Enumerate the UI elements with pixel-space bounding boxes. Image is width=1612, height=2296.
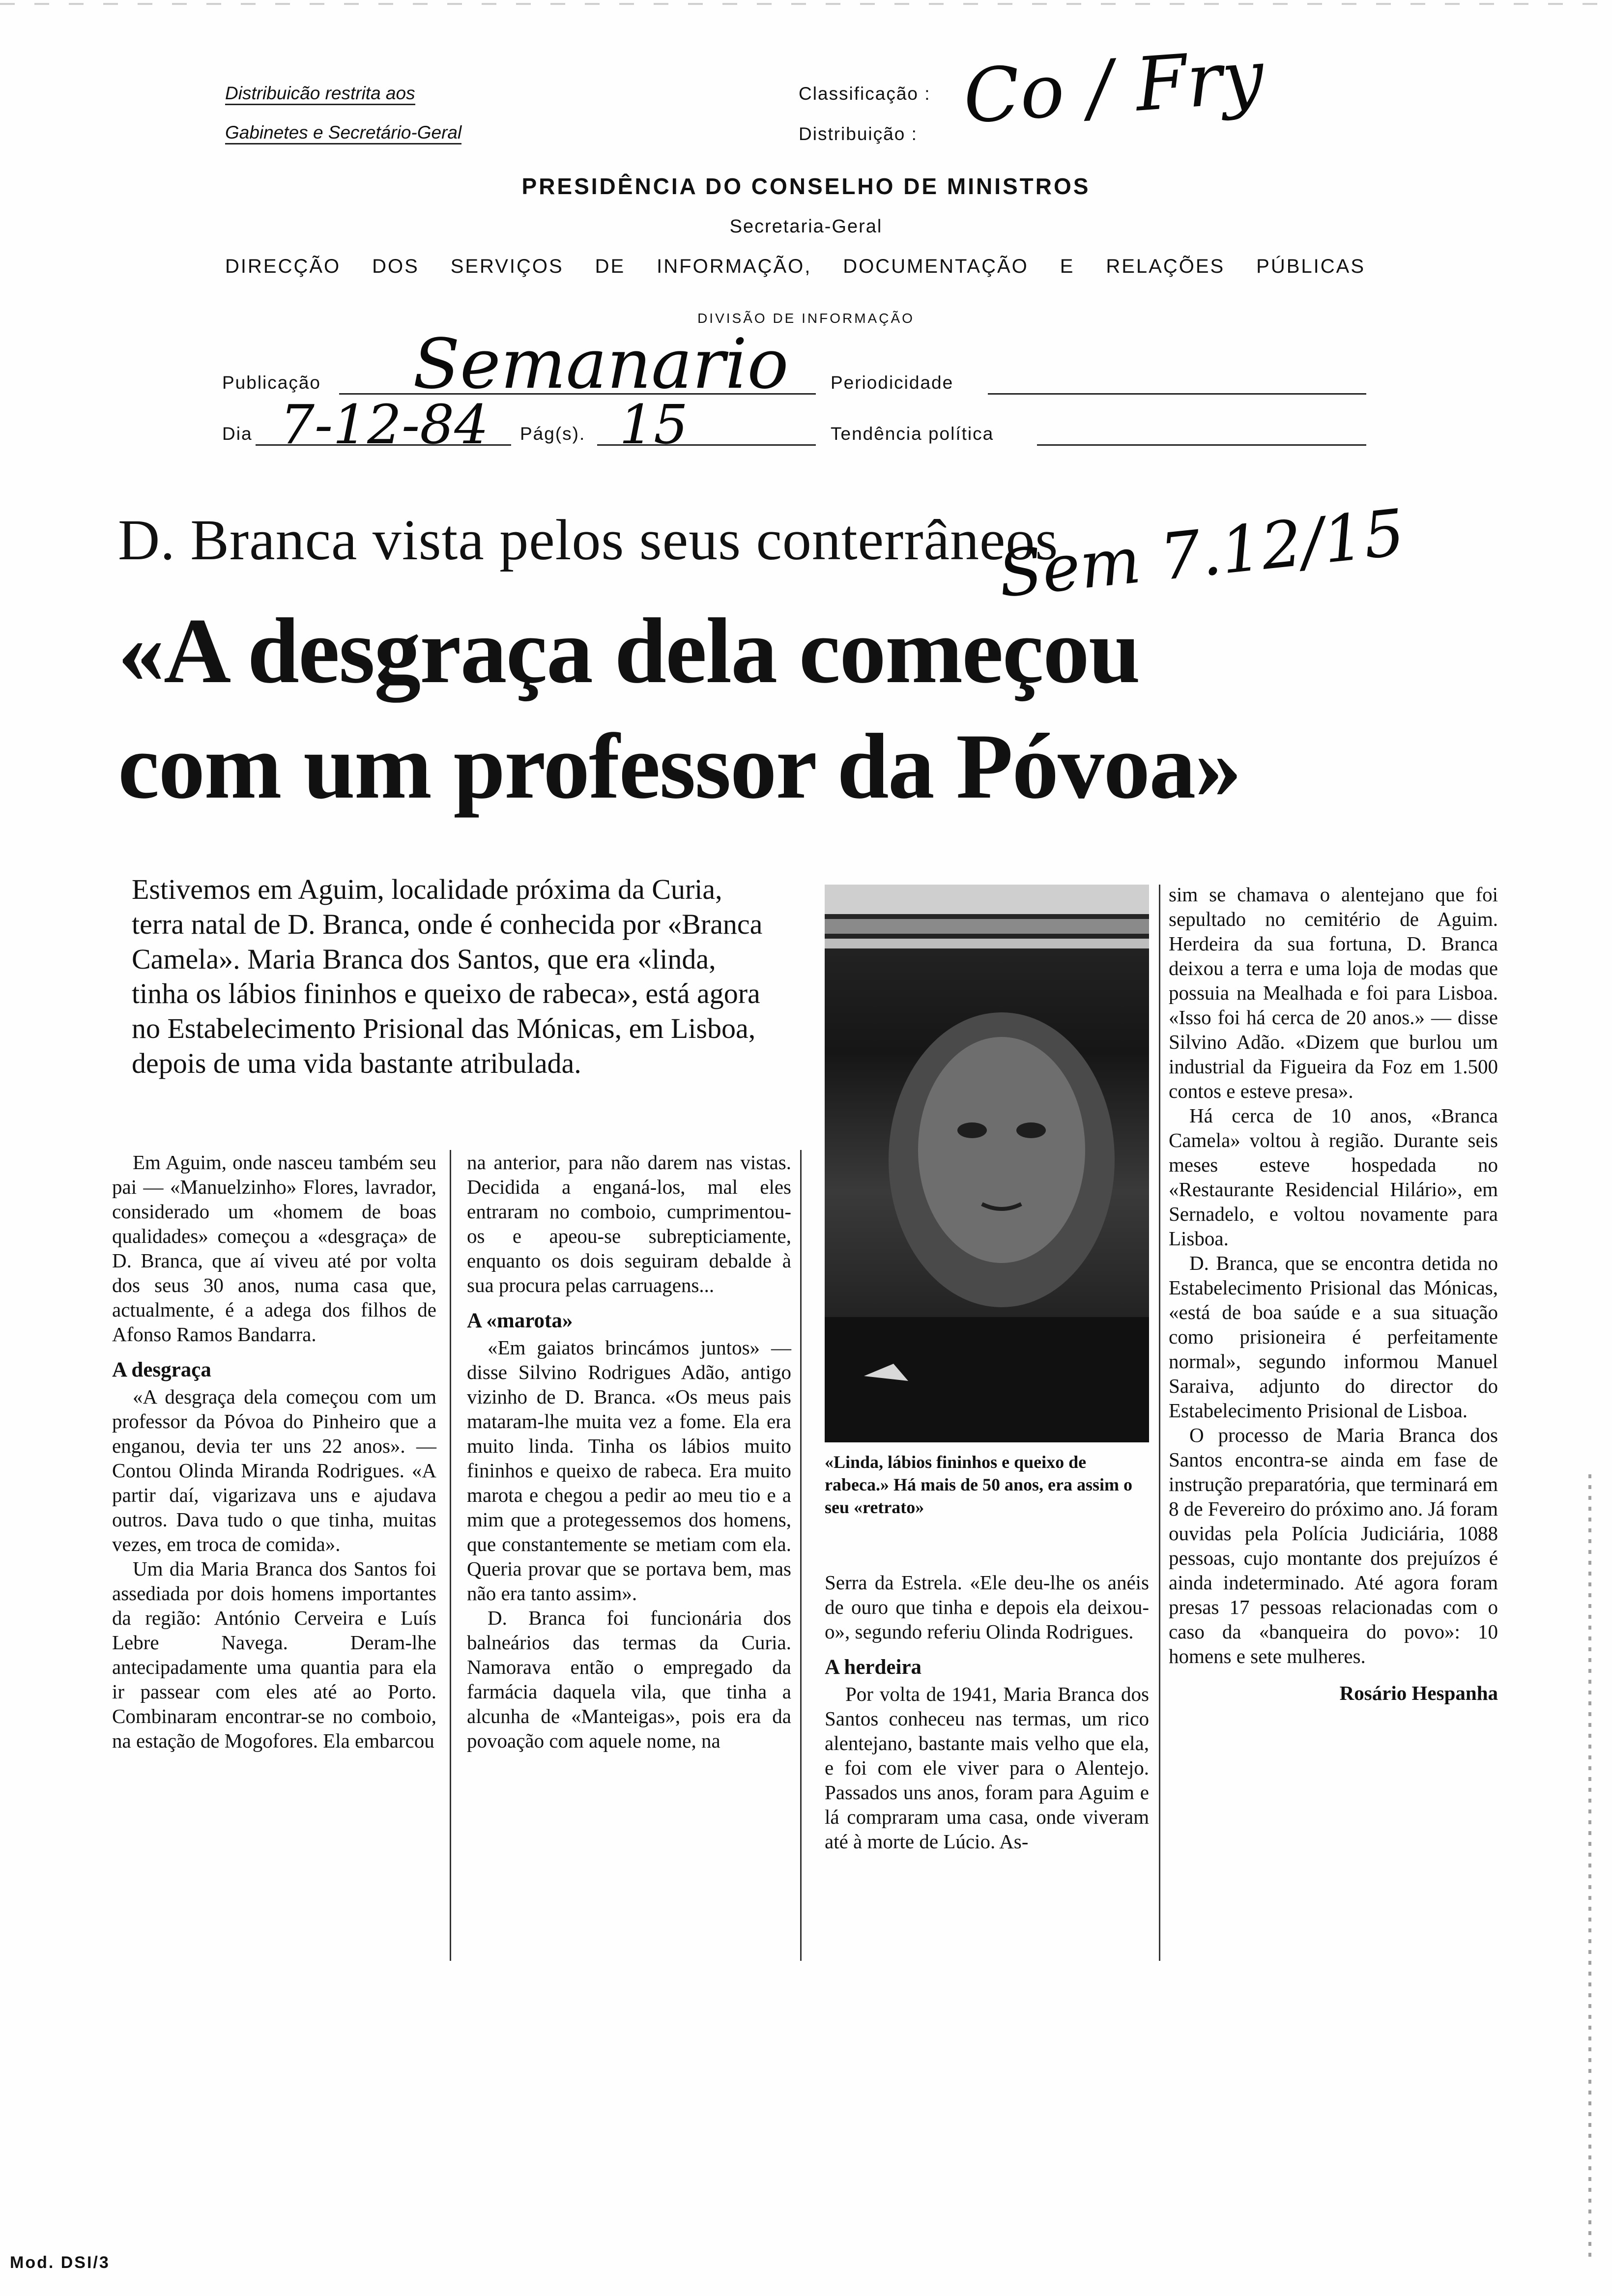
paragraph: Serra da Estrela. «Ele deu-lhe os anéis de ouro que tinha e depois ela deixou-o», segundo referiu Olinda Rodrigues. [825, 1571, 1149, 1643]
headline-line-2: com um professor da Póvoa» [118, 715, 1241, 818]
divisao-label: DIVISÃO DE INFORMAÇÃO [697, 311, 915, 326]
paragraph: Há cerca de 10 anos, «Branca Camela» voltou à região. Durante seis meses esteve hospedada no «Restaurante Residencial Hilário», em Sernadelo, e voltou novamente para Lisboa. [1169, 1104, 1498, 1250]
article-kicker: D. Branca vista pelos seus conterrâneos [118, 508, 1059, 572]
column-rule [1159, 885, 1160, 1961]
column-3 [825, 1570, 1149, 1854]
direccao-label: DIRECÇÃO DOS SERVIÇOS DE INFORMAÇÃO, DOCUMENTAÇÃO E RELAÇÕES PÚBLICAS [225, 256, 1365, 277]
paragraph: Por volta de 1941, Maria Branca dos Santos conheceu nas termas, um rico alentejano, bastante mais velho que ela, e foi com ele viver para o Alentejo. Passados uns anos, foram para Aguim e lá compraram uma casa, onde viveram até à morte de Lúcio. As- [825, 1682, 1149, 1853]
margin-note: Sem 7.12/15 [995, 495, 1408, 612]
subheading-a-marota: A «marota» [467, 1309, 573, 1333]
paragraph: na anterior, para não darem nas vistas. Decidida a enganá-los, mal eles entraram no comboio, cumprimentou-os e apeou-se subrepticiamente, enquanto os dois seguiram debalde à sua procura pelas carruagens... [467, 1151, 791, 1297]
paragraph: O processo de Maria Branca dos Santos encontra-se ainda em fase de instrução preparatória, que terminará em 8 de Fevereiro do próximo ano. Já foram ouvidas pela Polícia Judiciária, 1088 pessoas, cujo montante dos prejuízos é ainda indeterminado. Até agora foram presas 17 pessoas relacionadas com o caso da «banqueira do povo»: 10 homens e sete mulheres. [1169, 1424, 1498, 1668]
portrait-photo-graphic [825, 885, 1149, 1442]
column-rule [450, 1150, 451, 1961]
paragraph: Um dia Maria Branca dos Santos foi assediada por dois homens importantes da região: António Cerveira e Luís Lebre Navega. Deram-lhe antecipadamente uma quantia para ela ir passear com eles até ao Porto. Combinaram encontrar-se no comboio, na estação de Mogofores. Ela embarcou [112, 1557, 436, 1752]
distribuicao-label: Distribuição : [799, 124, 918, 144]
distribution-line-1: Distribuicão restrita aos [225, 84, 415, 105]
distribution-line-2: Gabinetes e Secretário-Geral [225, 123, 461, 144]
article-lead: Estivemos em Aguim, localidade próxima da Curia, terra natal de D. Branca, onde é conhecida por «Branca Camela». Maria Branca dos Santos, que era «linda, tinha os lábios fininhos e queixo de rabeca», está agora no Estabelecimento Prisional das Mónicas, em Lisboa, depois de uma vida bastante atribulada. [132, 873, 763, 1079]
subheading-a-herdeira: A herdeira [825, 1656, 922, 1679]
classificacao-label: Classificação : [799, 84, 931, 104]
column-4 [1169, 882, 1498, 1705]
portrait-photo [825, 885, 1149, 1442]
pags-label: Pág(s). [520, 424, 586, 444]
tendencia-label: Tendência política [831, 424, 994, 444]
dia-label: Dia [222, 424, 253, 444]
institution-title: PRESIDÊNCIA DO CONSELHO DE MINISTROS [521, 173, 1091, 199]
periodicidade-line [988, 393, 1366, 395]
photo-caption: «Linda, lábios fininhos e queixo de rabeca.» Há mais de 50 anos, era assim o seu «retrato» [825, 1452, 1132, 1518]
scan-edge-artifact [1588, 1474, 1591, 2261]
paragraph: Em Aguim, onde nasceu também seu pai — «Manuelzinho» Flores, lavrador, considerado um «homem de boas qualidades» começou a «desgraça» de D. Branca, que aí viveu até por volta dos seus 30 anos, numa casa que, actualmente, é a adega dos filhos de Afonso Ramos Bandarra. [112, 1151, 436, 1346]
scan-top-artifact [0, 3, 1612, 5]
secretaria-label: Secretaria-Geral [729, 216, 883, 237]
paragraph: D. Branca foi funcionária dos balneários das termas da Curia. Namorava então o empregado da farmácia daquela vila, que tinha a alcunha de «Manteigas», pois era da povoação com aquele nome, na [467, 1606, 791, 1752]
classificacao-handwritten: Co / Fry [960, 33, 1267, 141]
byline: Rosário Hespanha [1339, 1681, 1498, 1704]
form-code: Mod. DSI/3 [10, 2253, 110, 2272]
column-rule [800, 1150, 802, 1961]
paragraph: «Em gaiatos brincámos juntos» — disse Silvino Rodrigues Adão, antigo vizinho de D. Branca. «Os meus pais mataram-lhe muita vez a fome. Ela era muito linda. Tinha os lábios muito fininhos e queixo de rabeca. Era muito marota e chegou a pedir ao meu tio e a mim que a protegessemos dos homens, que constantemente se metiam com ela. Queria provar que se portava bem, mas não era tanto assim». [467, 1336, 791, 1605]
paragraph: sim se chamava o alentejano que foi sepultado no cemitério de Aguim. Herdeira da sua fortuna, D. Branca deixou a terra e uma loja de modas que possuia na Mealhada e foi para Lisboa. «Isso foi há cerca de 20 anos.» — disse Silvino Adão. «Dizem que burlou um industrial da Figueira da Foz em 1.500 contos e esteve presa». [1169, 883, 1498, 1103]
paragraph: D. Branca, que se encontra detida no Estabelecimento Prisional das Mónicas, «está de boa saúde e a sua situação como prisioneira é perfeitamente normal», segundo informou Manuel Saraiva, adjunto do director do Estabelecimento Prisional de Lisboa. [1169, 1252, 1498, 1422]
pags-value: 15 [619, 393, 688, 456]
publicacao-value: Semanario [413, 324, 789, 404]
periodicidade-label: Periodicidade [831, 373, 954, 393]
subheading-a-desgraca: A desgraça [112, 1358, 211, 1382]
column-1 [112, 1150, 436, 1753]
headline-line-1: «A desgraça dela começou [118, 600, 1140, 703]
tendencia-line [1037, 444, 1366, 446]
column-2 [467, 1150, 791, 1753]
publicacao-label: Publicação [222, 373, 321, 393]
paragraph: «A desgraça dela começou com um professor da Póvoa do Pinheiro que a enganou, devia ter uns 22 anos». — Contou Olinda Miranda Rodrigues. «A partir daí, vigarizava uns e ajudava outros. Dava tudo o que tinha, muitas vezes, em troca de comida». [112, 1385, 436, 1555]
dia-value: 7-12-84 [280, 393, 489, 456]
